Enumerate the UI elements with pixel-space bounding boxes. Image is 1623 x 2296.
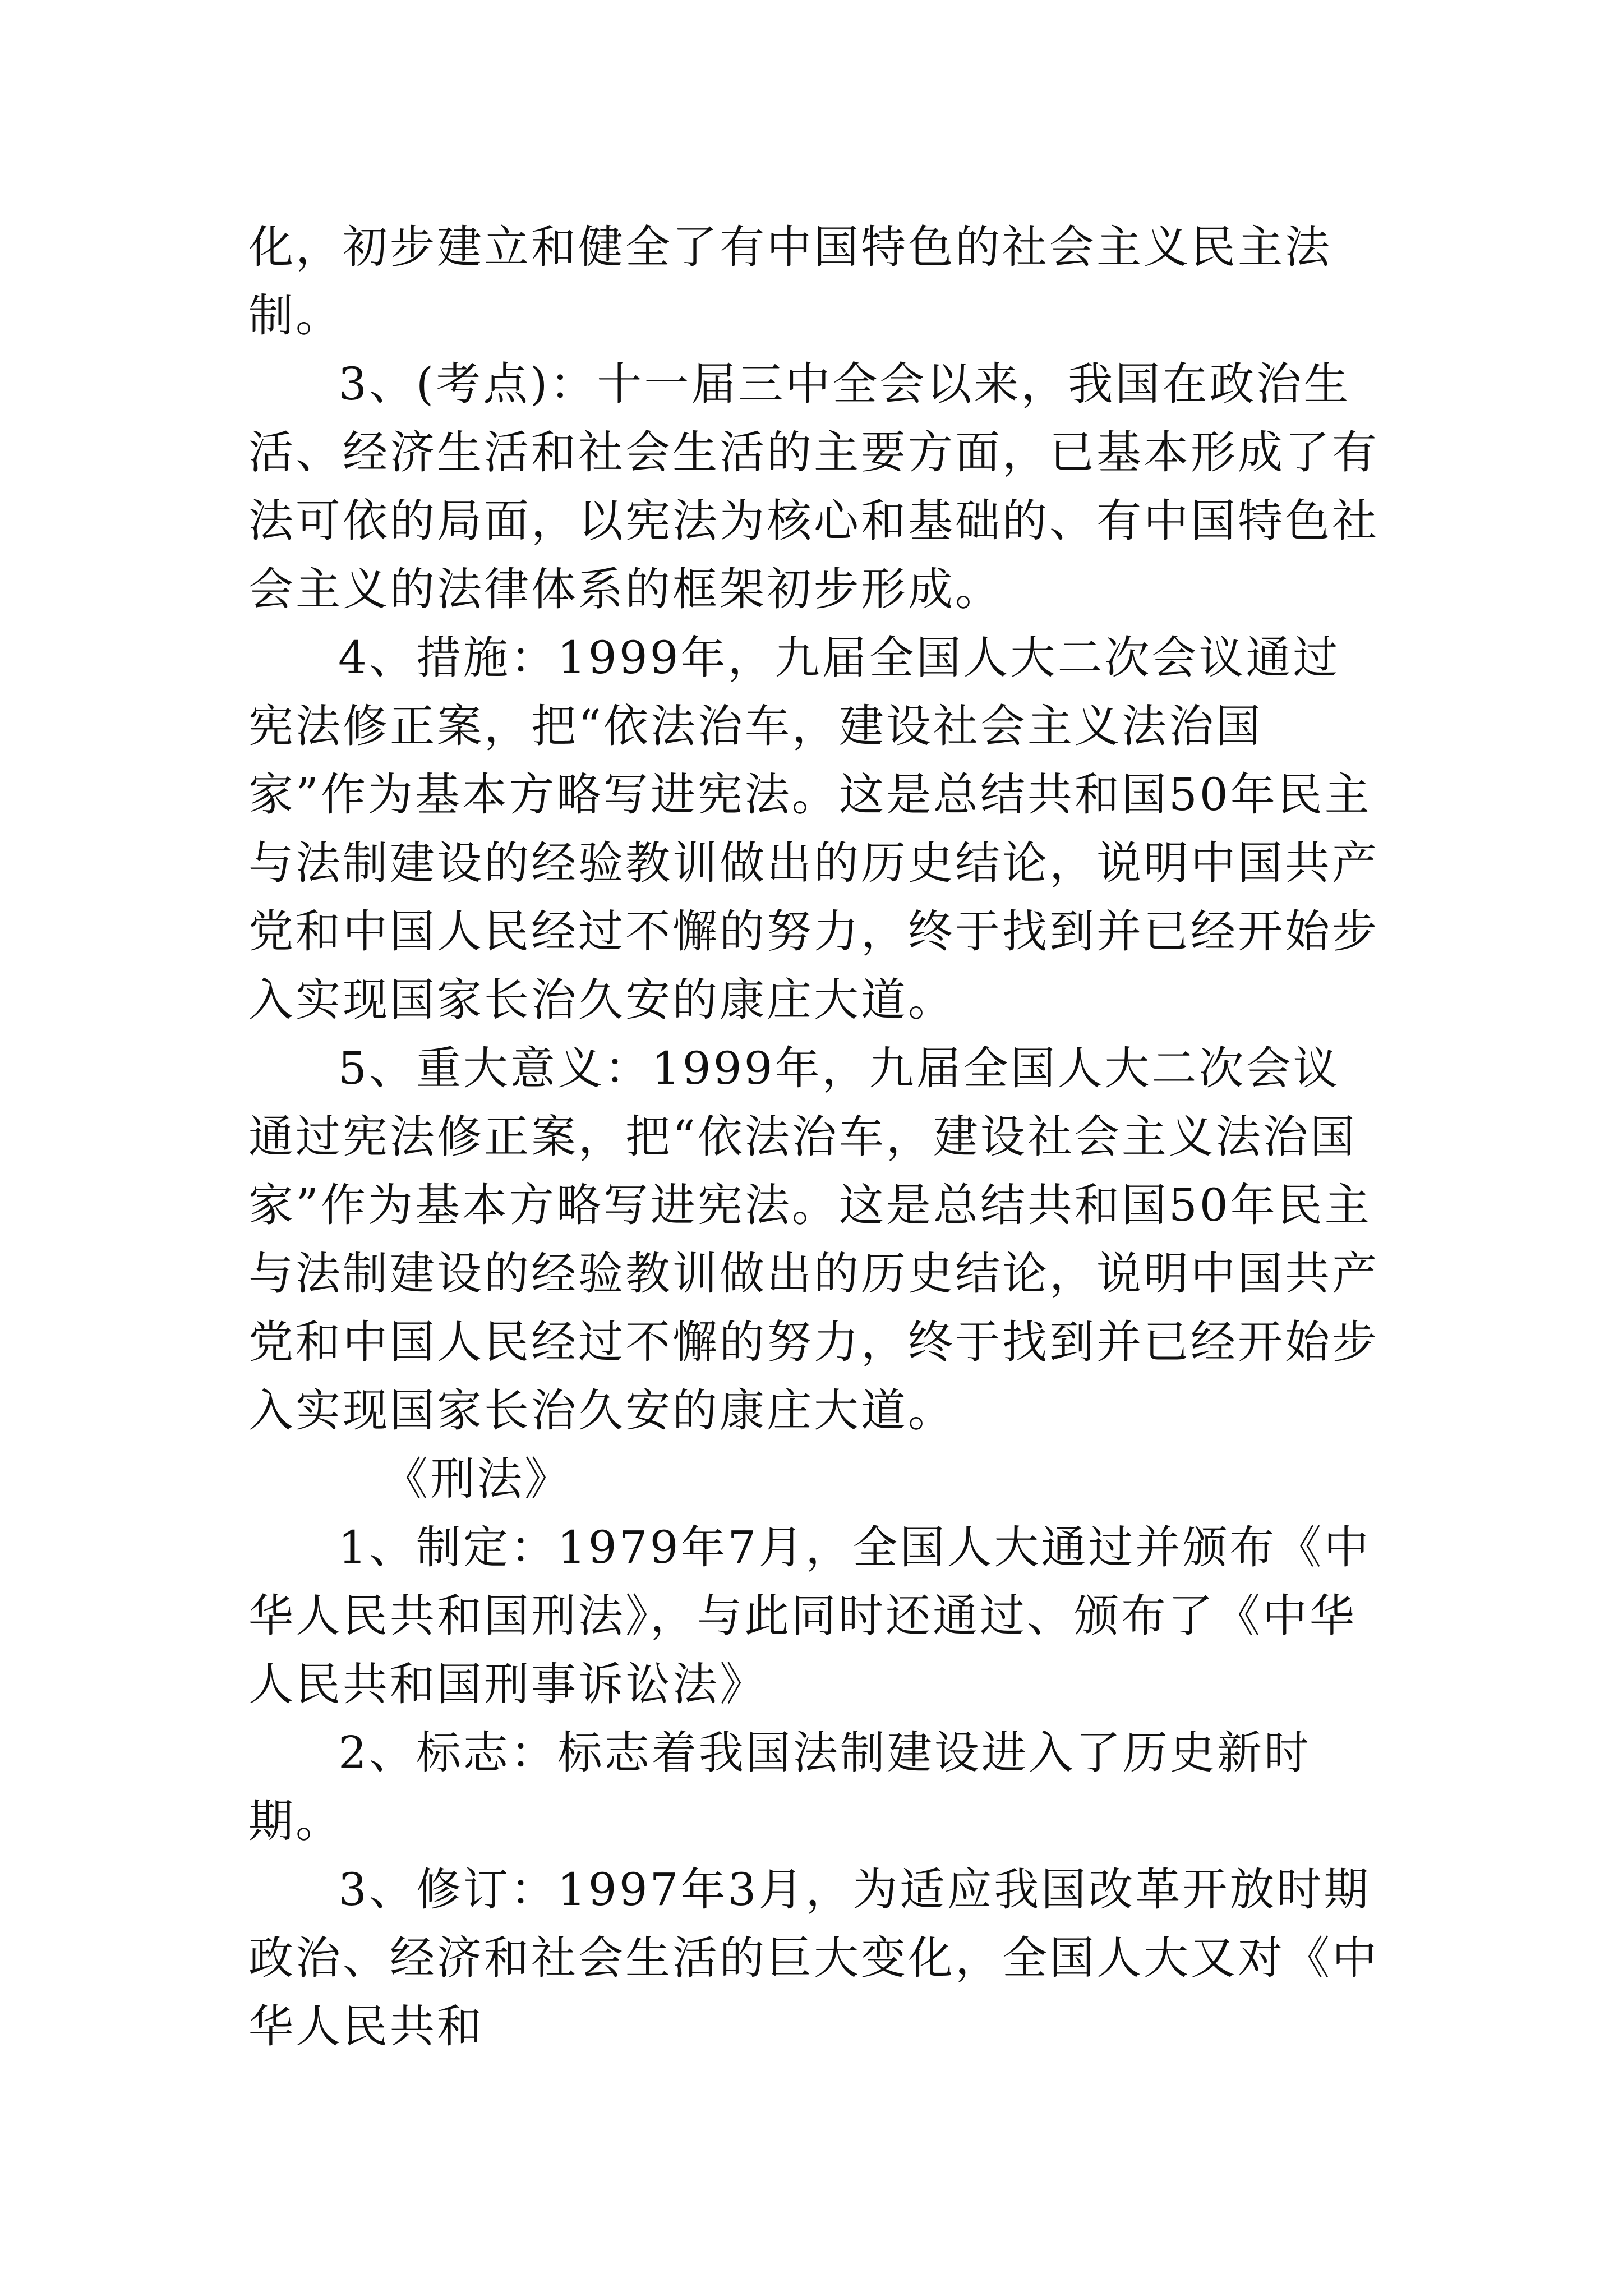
paragraph-revision: 3、修订：1997年3月，为适应我国改革开放时期政治、经济和社会生活的巨大变化，全国人大又对《中华人民共和 [248, 1864, 1379, 2053]
paragraph-measures: 4、措施：1999年，九届全国人大二次会议通过宪法修正案，把“依法治车，建设社会主义法治国家”作为基本方略写进宪法。这是总结共和国50年民主与法制建设的经验教训做出的历史结论，说明中国共产党和中国人民经过不懈的努力，终于找到并已经开始步入实现国家长治久安的康庄大道。 [248, 632, 1379, 1026]
paragraph-key-point: 3、(考点)：十一届三中全会以来，我国在政治生活、经济生活和社会生活的主要方面，已基本形成了有法可依的局面，以宪法为核心和基础的、有中国特色社会主义的法律体系的框架初步形成。 [248, 358, 1379, 615]
paragraph-enactment: 1、制定：1979年7月，全国人大通过并颁布《中华人民共和国刑法》，与此同时还通过、颁布了《中华人民共和国刑事诉讼法》 [248, 1521, 1371, 1710]
paragraph-continuation: 化，初步建立和健全了有中国特色的社会主义民主法制。 [248, 221, 1332, 342]
paragraph-marker: 2、标志：标志着我国法制建设进入了历史新时期。 [248, 1727, 1311, 1847]
paragraph-significance: 5、重大意义：1999年，九届全国人大二次会议通过宪法修正案，把“依法治车，建设社会主义法治国家”作为基本方略写进宪法。这是总结共和国50年民主与法制建设的经验教训做出的历史结论，说明中国共产党和中国人民经过不懈的努力，终于找到并已经开始步入实现国家长治久安的康庄大道。 [248, 1042, 1379, 1437]
document-body [248, 213, 1381, 2061]
section-heading-criminal-law: 《刑法》 [383, 1453, 571, 1505]
